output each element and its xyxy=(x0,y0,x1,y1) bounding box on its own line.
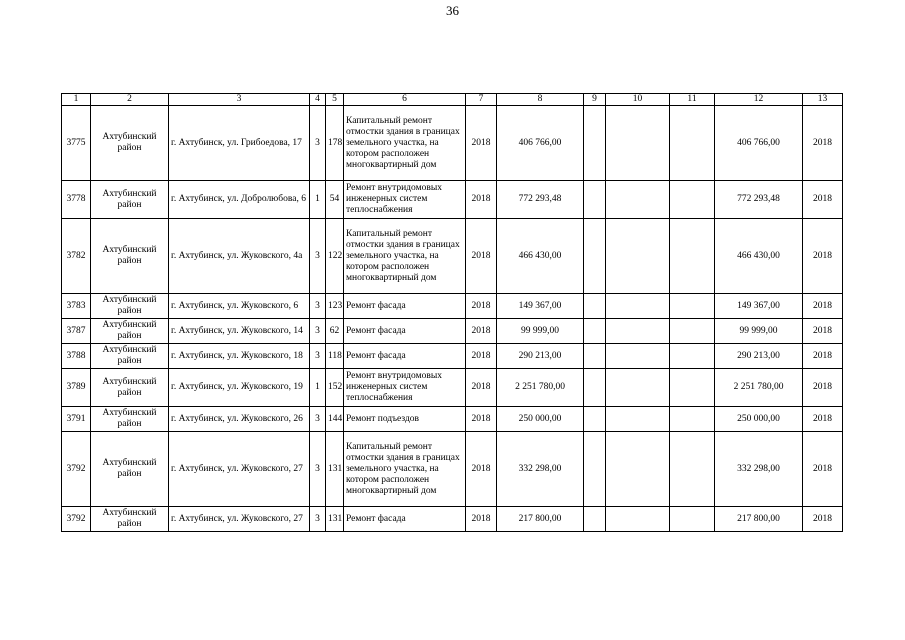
cell-c5: 131 xyxy=(326,432,344,507)
column-header: 1 xyxy=(62,94,91,106)
cell-c4: 3 xyxy=(310,106,326,181)
cell-c5: 54 xyxy=(326,181,344,219)
cell-address: г. Ахтубинск, ул. Жуковского, 6 xyxy=(169,294,310,319)
cell-total: 2 251 780,00 xyxy=(715,369,803,407)
cell-work: Ремонт фасада xyxy=(344,507,466,532)
cell-c4: 3 xyxy=(310,219,326,294)
cell-cost: 290 213,00 xyxy=(497,344,584,369)
cell-address: г. Ахтубинск, ул. Жуковского, 18 xyxy=(169,344,310,369)
cell-year: 2018 xyxy=(466,294,497,319)
column-header: 11 xyxy=(670,94,715,106)
cell-id: 3783 xyxy=(62,294,91,319)
cell-c10 xyxy=(606,344,670,369)
cell-id: 3791 xyxy=(62,407,91,432)
cell-end: 2018 xyxy=(803,106,843,181)
cell-c4: 1 xyxy=(310,181,326,219)
column-number-row xyxy=(62,94,843,106)
cell-district: Ахтубинский район xyxy=(91,219,169,294)
cell-c4: 1 xyxy=(310,369,326,407)
cell-c5: 131 xyxy=(326,507,344,532)
cell-c10 xyxy=(606,106,670,181)
cell-year: 2018 xyxy=(466,407,497,432)
cell-c9 xyxy=(584,369,606,407)
cell-total: 332 298,00 xyxy=(715,432,803,507)
cell-cost: 772 293,48 xyxy=(497,181,584,219)
table-row xyxy=(62,319,843,344)
cell-end: 2018 xyxy=(803,407,843,432)
cell-c11 xyxy=(670,407,715,432)
cell-end: 2018 xyxy=(803,507,843,532)
cell-work: Ремонт подъездов xyxy=(344,407,466,432)
cell-cost: 149 367,00 xyxy=(497,294,584,319)
cell-year: 2018 xyxy=(466,219,497,294)
cell-cost: 466 430,00 xyxy=(497,219,584,294)
column-header: 7 xyxy=(466,94,497,106)
cell-year: 2018 xyxy=(466,344,497,369)
table-row xyxy=(62,344,843,369)
cell-address: г. Ахтубинск, ул. Жуковского, 27 xyxy=(169,507,310,532)
cell-c5: 144 xyxy=(326,407,344,432)
cell-c9 xyxy=(584,507,606,532)
column-header: 3 xyxy=(169,94,310,106)
cell-id: 3775 xyxy=(62,106,91,181)
cell-id: 3789 xyxy=(62,369,91,407)
cell-address: г. Ахтубинск, ул. Добролюбова, 6 xyxy=(169,181,310,219)
cell-cost: 332 298,00 xyxy=(497,432,584,507)
cell-address: г. Ахтубинск, ул. Жуковского, 27 xyxy=(169,432,310,507)
cell-address: г. Ахтубинск, ул. Жуковского, 19 xyxy=(169,369,310,407)
cell-c4: 3 xyxy=(310,407,326,432)
cell-c10 xyxy=(606,369,670,407)
cell-c9 xyxy=(584,344,606,369)
cell-c11 xyxy=(670,294,715,319)
cell-cost: 250 000,00 xyxy=(497,407,584,432)
cell-id: 3792 xyxy=(62,432,91,507)
cell-work: Капитальный ремонт отмостки здания в границах земельного участка, на котором расположен многоквартирный дом xyxy=(344,106,466,181)
cell-c9 xyxy=(584,106,606,181)
cell-c4: 3 xyxy=(310,344,326,369)
column-header: 2 xyxy=(91,94,169,106)
cell-c4: 3 xyxy=(310,507,326,532)
table-row xyxy=(62,219,843,294)
cell-c9 xyxy=(584,319,606,344)
cell-c11 xyxy=(670,219,715,294)
cell-c11 xyxy=(670,507,715,532)
cell-c11 xyxy=(670,344,715,369)
cell-total: 466 430,00 xyxy=(715,219,803,294)
cell-end: 2018 xyxy=(803,181,843,219)
column-header: 4 xyxy=(310,94,326,106)
cell-work: Капитальный ремонт отмостки здания в границах земельного участка, на котором расположен многоквартирный дом xyxy=(344,432,466,507)
cell-end: 2018 xyxy=(803,294,843,319)
table-row xyxy=(62,181,843,219)
cell-c10 xyxy=(606,294,670,319)
cell-c5: 118 xyxy=(326,344,344,369)
cell-total: 217 800,00 xyxy=(715,507,803,532)
cell-c5: 178 xyxy=(326,106,344,181)
cell-work: Ремонт фасада xyxy=(344,294,466,319)
cell-district: Ахтубинский район xyxy=(91,294,169,319)
cell-c4: 3 xyxy=(310,319,326,344)
column-header: 9 xyxy=(584,94,606,106)
cell-c9 xyxy=(584,432,606,507)
cell-address: г. Ахтубинск, ул. Грибоедова, 17 xyxy=(169,106,310,181)
cell-cost: 217 800,00 xyxy=(497,507,584,532)
cell-work: Ремонт внутридомовых инженерных систем теплоснабжения xyxy=(344,181,466,219)
table-row xyxy=(62,106,843,181)
cell-district: Ахтубинский район xyxy=(91,369,169,407)
cell-c5: 62 xyxy=(326,319,344,344)
cell-work: Ремонт фасада xyxy=(344,319,466,344)
cell-id: 3788 xyxy=(62,344,91,369)
cell-c9 xyxy=(584,407,606,432)
cell-total: 772 293,48 xyxy=(715,181,803,219)
cell-district: Ахтубинский район xyxy=(91,344,169,369)
cell-c10 xyxy=(606,507,670,532)
cell-work: Ремонт фасада xyxy=(344,344,466,369)
cell-c5: 152 xyxy=(326,369,344,407)
cell-c10 xyxy=(606,319,670,344)
table-row xyxy=(62,407,843,432)
table-row xyxy=(62,369,843,407)
cell-year: 2018 xyxy=(466,507,497,532)
cell-year: 2018 xyxy=(466,106,497,181)
cell-c10 xyxy=(606,407,670,432)
cell-id: 3792 xyxy=(62,507,91,532)
cell-cost: 99 999,00 xyxy=(497,319,584,344)
cell-work: Ремонт внутридомовых инженерных систем теплоснабжения xyxy=(344,369,466,407)
table-row xyxy=(62,294,843,319)
cell-work: Капитальный ремонт отмостки здания в границах земельного участка, на котором расположен многоквартирный дом xyxy=(344,219,466,294)
column-header: 12 xyxy=(715,94,803,106)
cell-total: 149 367,00 xyxy=(715,294,803,319)
cell-cost: 406 766,00 xyxy=(497,106,584,181)
cell-total: 290 213,00 xyxy=(715,344,803,369)
cell-c9 xyxy=(584,181,606,219)
cell-end: 2018 xyxy=(803,369,843,407)
column-header: 10 xyxy=(606,94,670,106)
cell-id: 3778 xyxy=(62,181,91,219)
cell-c9 xyxy=(584,294,606,319)
cell-year: 2018 xyxy=(466,319,497,344)
cell-id: 3787 xyxy=(62,319,91,344)
cell-c11 xyxy=(670,369,715,407)
column-header: 6 xyxy=(344,94,466,106)
cell-total: 99 999,00 xyxy=(715,319,803,344)
table-row xyxy=(62,432,843,507)
cell-total: 406 766,00 xyxy=(715,106,803,181)
cell-cost: 2 251 780,00 xyxy=(497,369,584,407)
register-table xyxy=(61,93,843,532)
cell-end: 2018 xyxy=(803,344,843,369)
cell-c11 xyxy=(670,432,715,507)
cell-district: Ахтубинский район xyxy=(91,507,169,532)
cell-total: 250 000,00 xyxy=(715,407,803,432)
table-row xyxy=(62,507,843,532)
cell-address: г. Ахтубинск, ул. Жуковского, 4а xyxy=(169,219,310,294)
cell-c5: 123 xyxy=(326,294,344,319)
cell-c10 xyxy=(606,219,670,294)
cell-c11 xyxy=(670,181,715,219)
cell-c10 xyxy=(606,432,670,507)
page-number: 36 xyxy=(446,3,459,18)
cell-address: г. Ахтубинск, ул. Жуковского, 26 xyxy=(169,407,310,432)
cell-end: 2018 xyxy=(803,319,843,344)
cell-end: 2018 xyxy=(803,219,843,294)
cell-year: 2018 xyxy=(466,181,497,219)
cell-c4: 3 xyxy=(310,294,326,319)
cell-district: Ахтубинский район xyxy=(91,407,169,432)
column-header: 13 xyxy=(803,94,843,106)
cell-id: 3782 xyxy=(62,219,91,294)
cell-address: г. Ахтубинск, ул. Жуковского, 14 xyxy=(169,319,310,344)
cell-year: 2018 xyxy=(466,369,497,407)
cell-year: 2018 xyxy=(466,432,497,507)
cell-c10 xyxy=(606,181,670,219)
cell-district: Ахтубинский район xyxy=(91,106,169,181)
cell-end: 2018 xyxy=(803,432,843,507)
cell-district: Ахтубинский район xyxy=(91,432,169,507)
cell-district: Ахтубинский район xyxy=(91,319,169,344)
column-header: 5 xyxy=(326,94,344,106)
column-header: 8 xyxy=(497,94,584,106)
cell-c9 xyxy=(584,219,606,294)
cell-c4: 3 xyxy=(310,432,326,507)
cell-c5: 122 xyxy=(326,219,344,294)
cell-c11 xyxy=(670,319,715,344)
cell-district: Ахтубинский район xyxy=(91,181,169,219)
cell-c11 xyxy=(670,106,715,181)
